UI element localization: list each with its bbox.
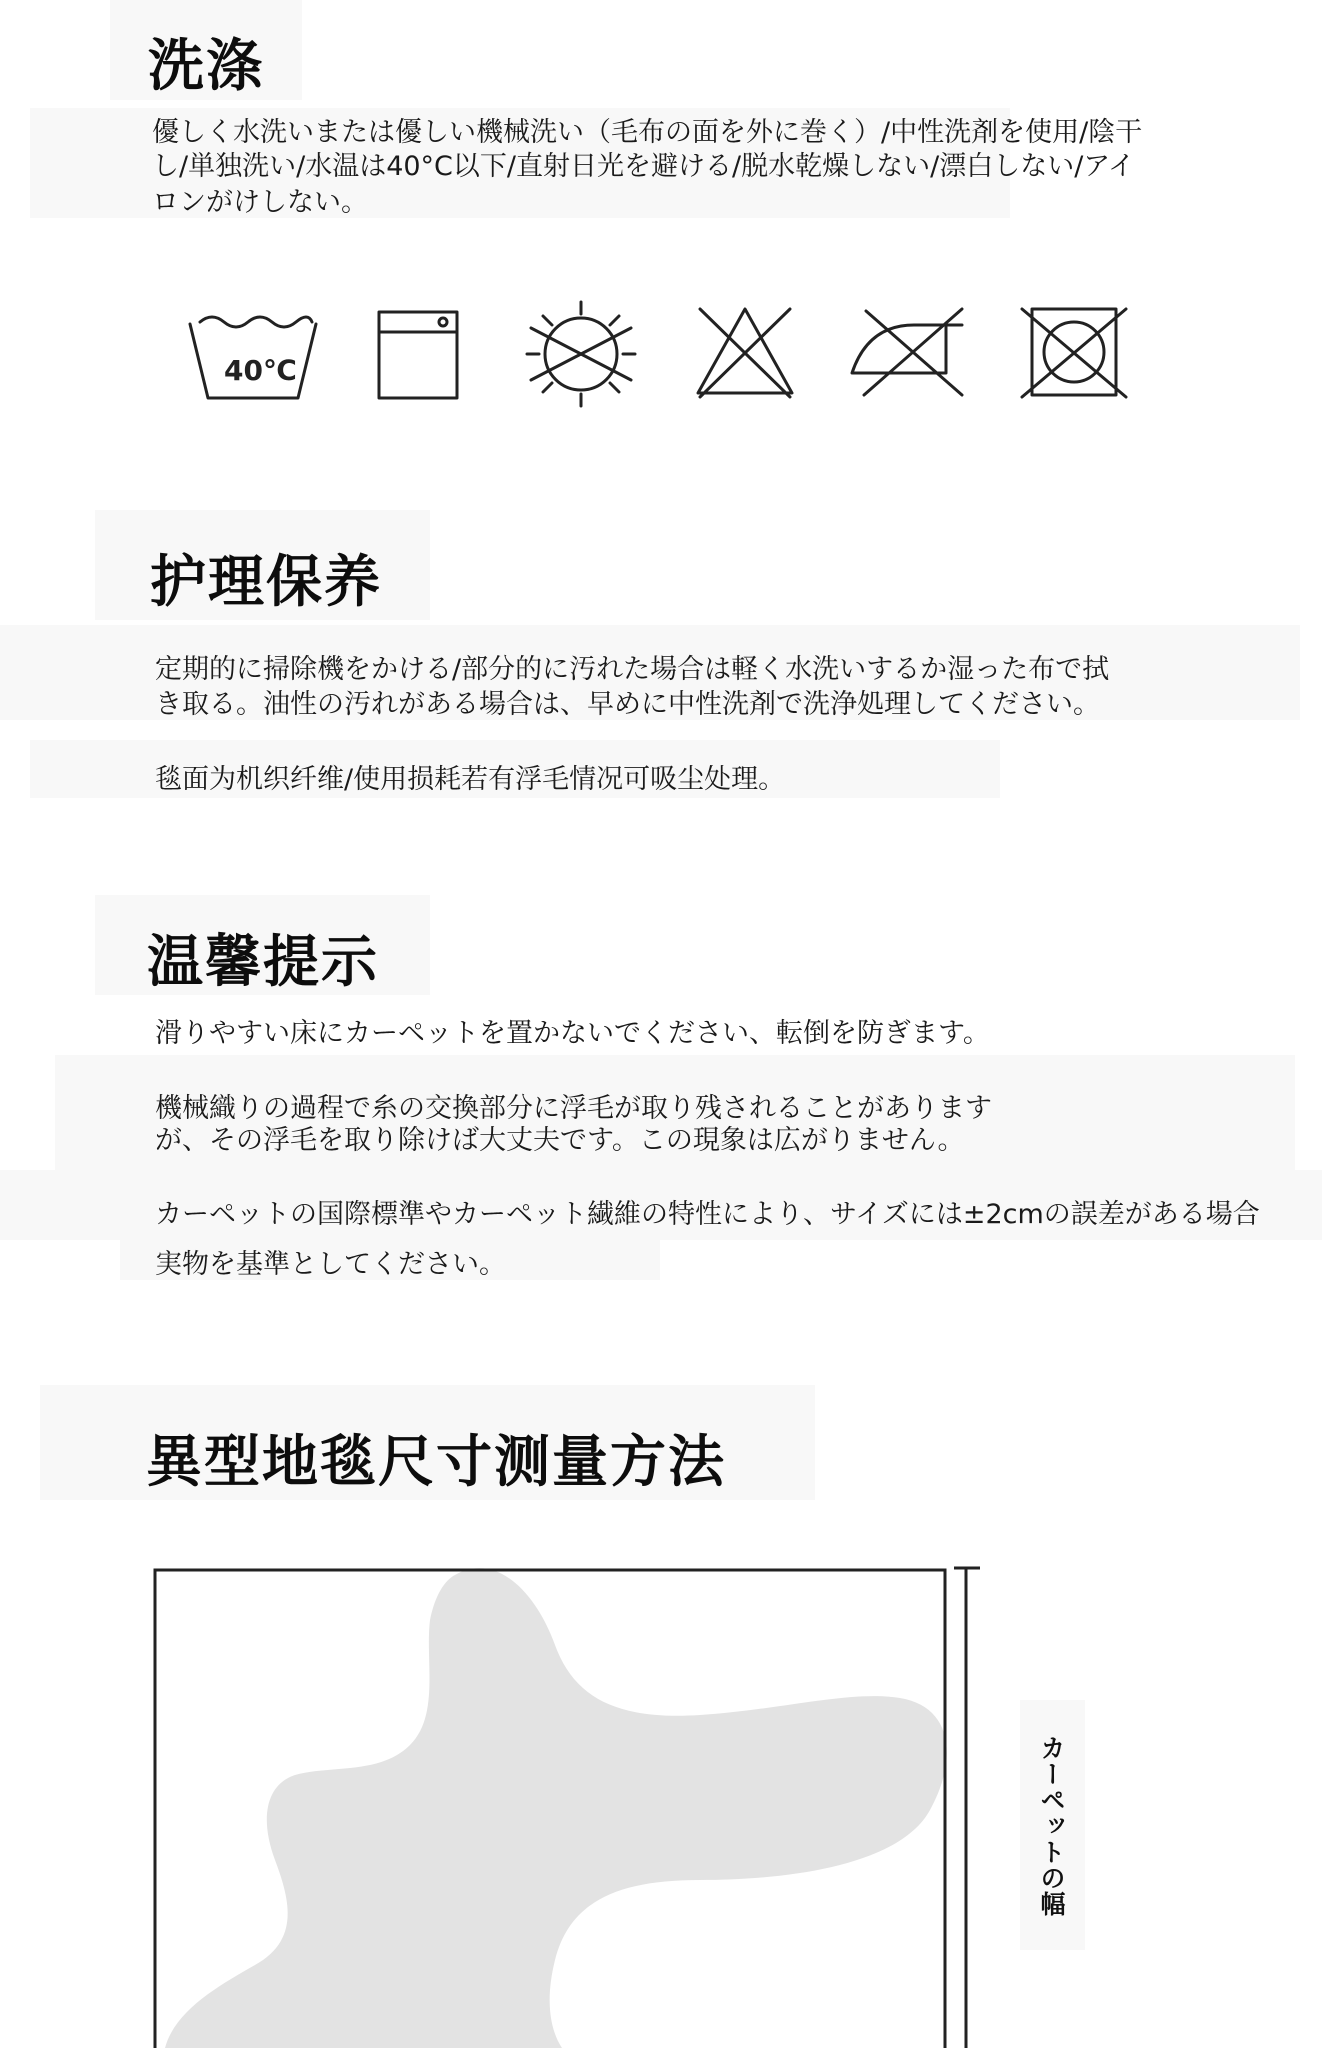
washing-line-3: ロンがけしない。: [152, 187, 368, 218]
care-note: 毯面为机织纤维/使用损耗若有浮毛情况可吸尘处理。: [155, 764, 786, 795]
tips-line-3b: 実物を基準としてください。: [155, 1249, 506, 1280]
carpet-width-label: カーペットの幅: [1037, 1735, 1066, 1917]
wash-40-icon: [188, 310, 318, 400]
tips-line-2b: が、その浮毛を取り除けば大丈夫です。この現象は広がりません。: [155, 1125, 965, 1156]
tumble-dry-icon: [377, 310, 459, 400]
care-title: 护理保养: [150, 550, 382, 615]
measure-title: 異型地毯尺寸测量方法: [146, 1430, 726, 1495]
tips-line-2a: 機械織りの過程で糸の交換部分に浮毛が取り残されることがあります: [155, 1093, 992, 1124]
wash-temperature-label: 40℃: [224, 354, 297, 387]
care-line-2: き取る。油性の汚れがある場合は、早めに中性洗剤で洗浄処理してください。: [155, 689, 1100, 720]
no-sun-dry-icon: [525, 300, 637, 408]
no-iron-icon: [850, 305, 968, 400]
washing-line-2: し/単独洗い/水温は40°C以下/直射日光を避ける/脱水乾燥しない/漂白しない/アイ: [152, 151, 1135, 182]
no-machine-dry-icon: [1020, 305, 1128, 400]
washing-line-1: 優しく水洗いまたは優しい機械洗い（毛布の面を外に巻く）/中性洗剤を使用/陰干: [152, 117, 1143, 148]
tips-line-1: 滑りやすい床にカーペットを置かないでください、転倒を防ぎます。: [155, 1018, 990, 1049]
care-line-1: 定期的に掃除機をかける/部分的に汚れた場合は軽く水洗いするか湿った布で拭: [155, 654, 1110, 685]
tips-title: 温馨提示: [147, 930, 379, 995]
measure-diagram: [0, 1500, 1322, 2048]
irregular-rug-shape: [165, 1568, 947, 2048]
washing-title: 洗涤: [148, 34, 264, 99]
no-bleach-icon: [692, 305, 798, 400]
tips-line-3a: カーペットの国際標準やカーペット繊維の特性により、サイズには±2cmの誤差がある場合: [155, 1199, 1260, 1230]
